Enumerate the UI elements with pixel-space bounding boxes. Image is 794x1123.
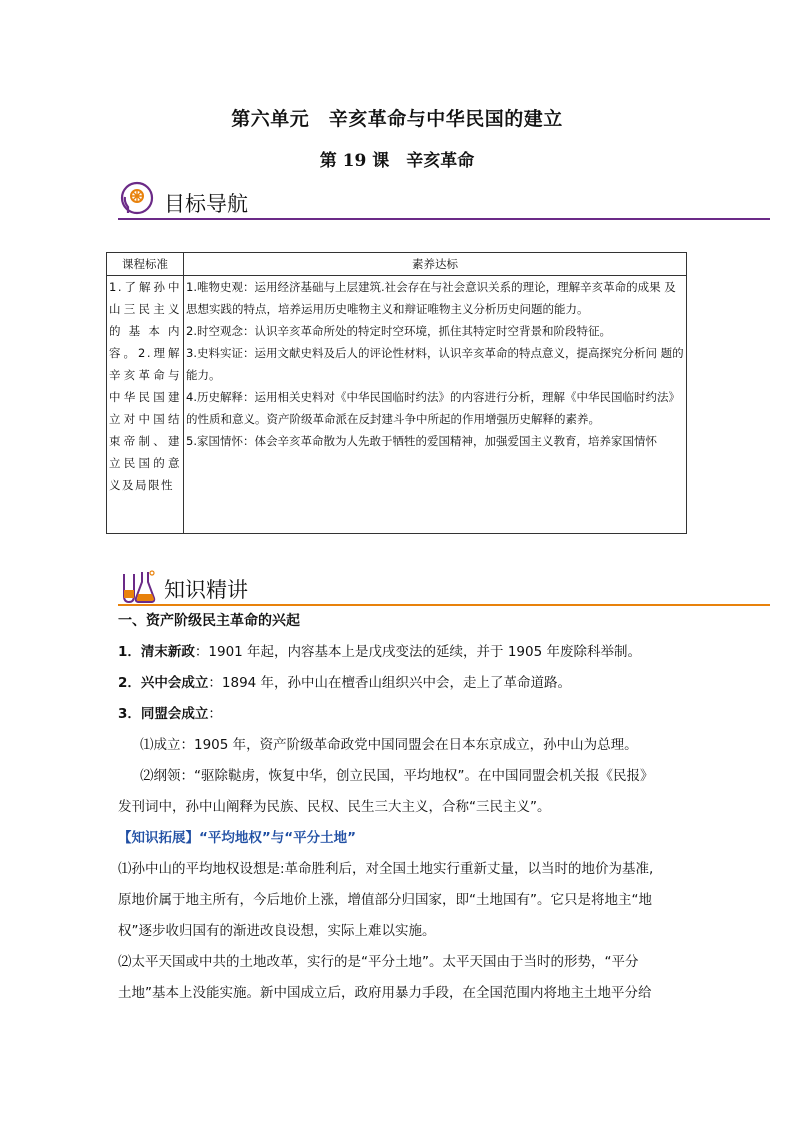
- point-1-label: 1．清末新政: [118, 644, 195, 660]
- section-goal-rule: [118, 218, 770, 220]
- section-knowledge-header: [118, 566, 770, 606]
- literacy-item: 1.唯物史观：运用经济基础与上层建筑.社会存在与社会意识关系的理论，理解辛亥革命的成果 及思想实践的特点，培养运用历史唯物主义和辩证唯物主义分析历史问题的能力。: [186, 280, 676, 316]
- point-3a: ⑴成立：1905 年，资产阶级革命政党中国同盟会在日本东京成立，孙中山为总理。: [140, 737, 638, 753]
- point-3-label: 3．同盟会成立: [118, 706, 209, 722]
- literacy-item: 3.史料实证：运用文献史料及后人的评论性材料，认识辛亥革命的特点意义，提高探究分析问 题的能力。: [186, 346, 684, 382]
- extension-2-line2: 土地”基本上没能实施。新中国成立后，政府用暴力手段，在全国范围内将地主土地平分给: [118, 985, 652, 1001]
- section-goal-header: [118, 180, 770, 220]
- extension-1-line2: 原地价属于地主所有，今后地价上涨，增值部分归国家，即“土地国有”。它只是将地主“地: [118, 892, 652, 908]
- point-1-text: ：1901 年起，内容基本上是戊戌变法的延续，并于 1905 年废除科举制。: [194, 644, 641, 660]
- literacy-item: 2.时空观念：认识辛亥革命所处的特定时空环境，抓住其特定时空背景和阶段特征。: [186, 324, 611, 338]
- section-heading: 一、资产阶级民主革命的兴起: [118, 613, 300, 629]
- point-1: [118, 637, 674, 668]
- point-3b-line2: 发刊词中，孙中山阐释为民族、民权、民生三大主义，合称“三民主义”。: [118, 799, 551, 815]
- point-3: [118, 699, 674, 730]
- point-3-text: ：: [208, 706, 222, 722]
- table-header-literacy: 素养达标: [184, 253, 687, 276]
- standards-table: [106, 252, 687, 534]
- point-2-text: ：1894 年，孙中山在檀香山组织兴中会，走上了革命道路。: [208, 675, 572, 691]
- section-goal-label: 目标导航: [164, 192, 248, 216]
- extension-1-line3: 权”逐步收归国有的渐进改良设想，实际上难以实施。: [118, 923, 436, 939]
- extension-2-line1: ⑵太平天国或中共的土地改革，实行的是“平分土地”。太平天国由于当时的形势，“平分: [118, 954, 639, 970]
- table-header-standard: 课程标准: [107, 253, 184, 276]
- literacy-item: 4.历史解释：运用相关史料对《中华民国临时约法》的内容进行分析，理解《中华民国临时约法》 的性质和意义。资产阶级革命派在反封建斗争中所起的作用增强历史解释的素养。: [186, 390, 680, 426]
- literacy-cell: [184, 276, 687, 534]
- brain-head-icon: [118, 180, 158, 220]
- unit-title: 第六单元 辛亥革命与中华民国的建立: [231, 108, 563, 130]
- extension-title: 【知识拓展】“平均地权”与“平分土地”: [118, 830, 356, 846]
- extension-1-line1: ⑴孙中山的平均地权设想是:革命胜利后，对全国土地实行重新丈量，以当时的地价为基准,: [118, 861, 654, 877]
- knowledge-body: [118, 606, 674, 1009]
- point-2-label: 2．兴中会成立: [118, 675, 209, 691]
- standard-cell: 1.了解孙中山三民主义的基本内容。2.理解辛亥革命与中华民国建立对中国结束帝制、建立民国的意义及局限性: [107, 276, 184, 534]
- point-2: [118, 668, 674, 699]
- section-knowledge-label: 知识精讲: [164, 578, 248, 602]
- lesson-title: 第 19 课 辛亥革命: [319, 151, 475, 171]
- flask-icon: [118, 566, 158, 606]
- point-3b-line1: ⑵纲领：“驱除鞑虏，恢复中华，创立民国，平均地权”。在中国同盟会机关报《民报》: [140, 768, 654, 784]
- literacy-item: 5.家国情怀：体会辛亥革命散为人先敢于牺牲的爱国精神，加强爱国主义教育，培养家国情怀: [186, 434, 657, 448]
